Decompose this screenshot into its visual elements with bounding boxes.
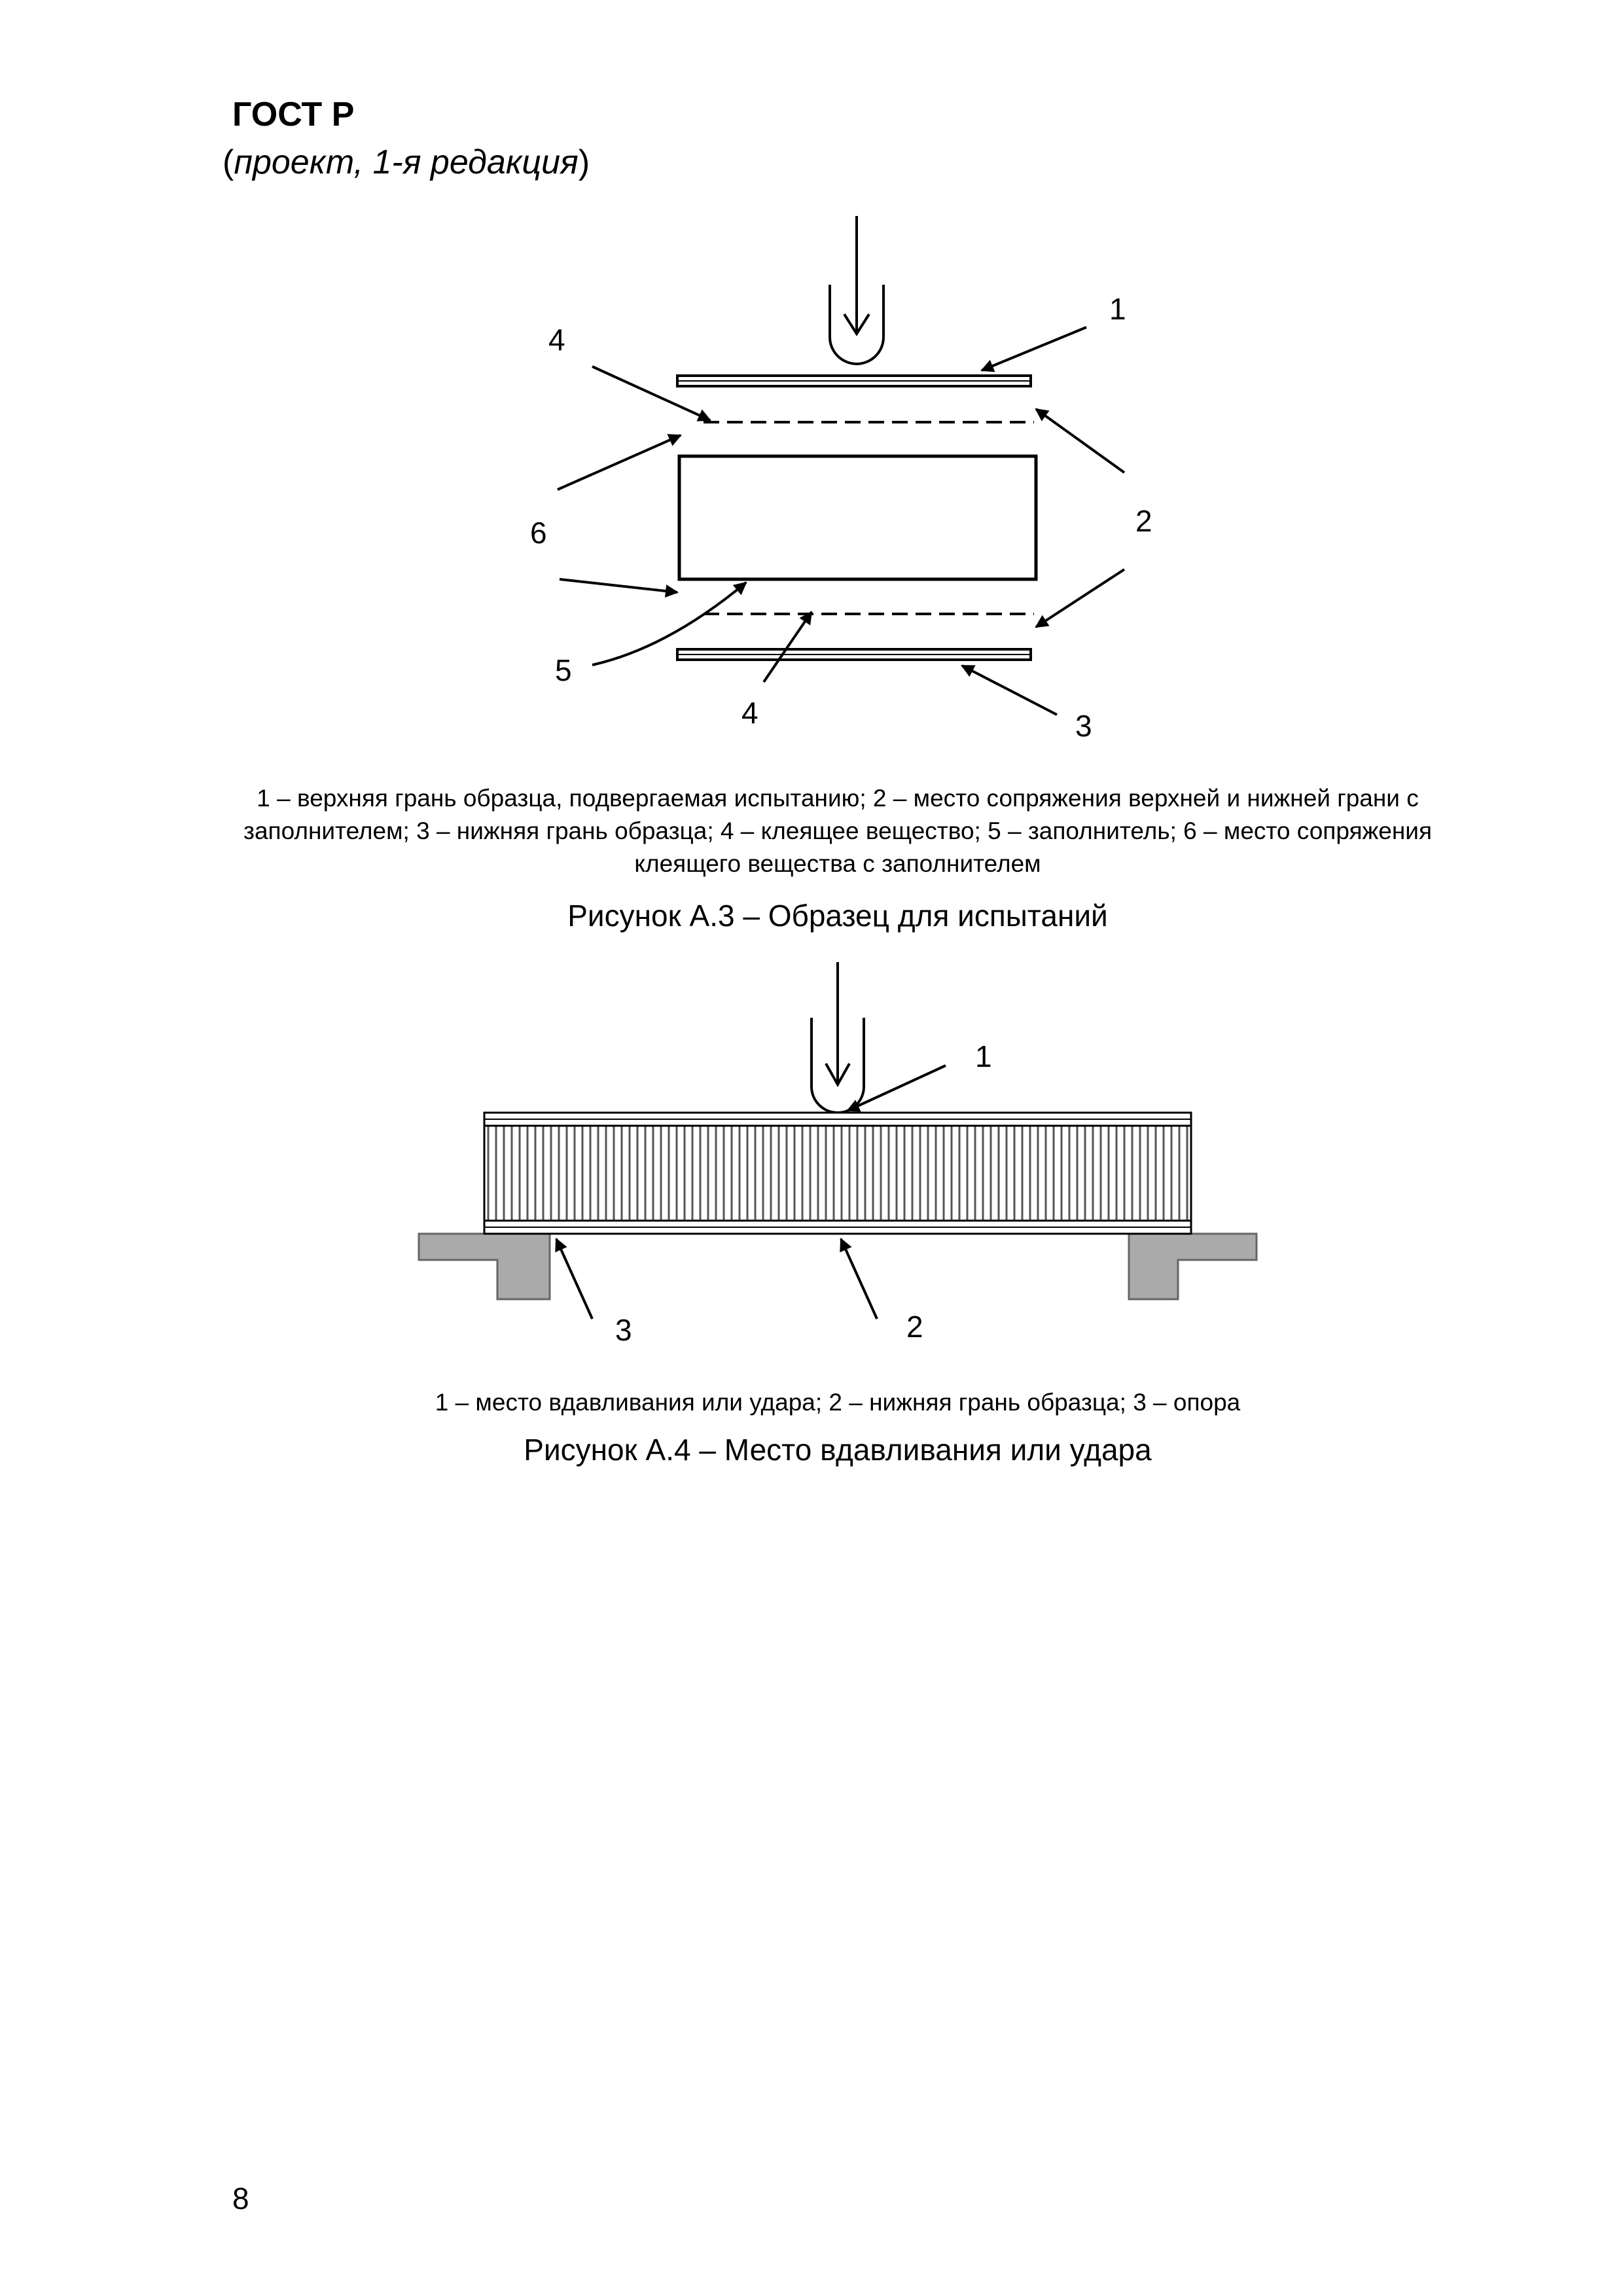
label-2: 2 <box>1135 504 1152 538</box>
figure-a3-legend: 1 – верхняя грань образца, подвергаемая испытанию; 2 – место сопряжения верхней и нижней грани с заполнителем; 3 – нижняя грань образца; 4 – клеящее вещество; 5 – заполнитель; 6 – место сопряжения клеящего вещества с заполнителем <box>243 785 1432 877</box>
figure-a4-caption: Рисунок А.4 – Место вдавливания или удара <box>524 1433 1152 1467</box>
a4-label-2: 2 <box>906 1310 923 1344</box>
edition-paren-open: ( <box>223 143 234 181</box>
honeycomb-core <box>484 1126 1191 1221</box>
support-right <box>1129 1234 1257 1299</box>
document-edition <box>223 143 590 182</box>
leader-3 <box>962 666 1057 715</box>
label-1: 1 <box>1109 292 1126 326</box>
label-4-bottom: 4 <box>741 696 758 730</box>
label-5: 5 <box>555 653 572 687</box>
leader-1 <box>982 327 1086 370</box>
a4-leader-2 <box>841 1239 877 1319</box>
indenter-a4 <box>812 962 864 1113</box>
a4-leader-3 <box>556 1239 592 1319</box>
document-title: ГОСТ Р <box>232 96 355 134</box>
figure-a3-caption: Рисунок А.3 – Образец для испытаний <box>567 899 1108 933</box>
leader-4-bottom <box>764 612 812 682</box>
edition-paren-close: ) <box>578 143 590 181</box>
label-3: 3 <box>1075 709 1092 743</box>
sandwich-panel <box>484 1113 1191 1234</box>
indenter-a3 <box>830 216 883 364</box>
page-number: 8 <box>232 2181 249 2215</box>
leader-2-bottom <box>1036 569 1124 627</box>
a4-leader-1 <box>847 1066 946 1111</box>
label-6: 6 <box>530 516 547 550</box>
leader-6-top <box>558 435 681 490</box>
support-left <box>419 1234 550 1299</box>
filler-block <box>679 456 1036 579</box>
a4-label-3: 3 <box>615 1313 632 1347</box>
figure-a4-diagram <box>0 956 1623 1361</box>
label-4-top: 4 <box>548 323 565 357</box>
edition-text: проект, 1-я редакция <box>234 143 579 181</box>
leader-2-top <box>1036 409 1124 473</box>
figure-a4-legend: 1 – место вдавливания или удара; 2 – нижняя грань образца; 3 – опора <box>435 1389 1241 1416</box>
a4-label-1: 1 <box>975 1039 992 1073</box>
leader-6-bottom <box>560 579 677 592</box>
